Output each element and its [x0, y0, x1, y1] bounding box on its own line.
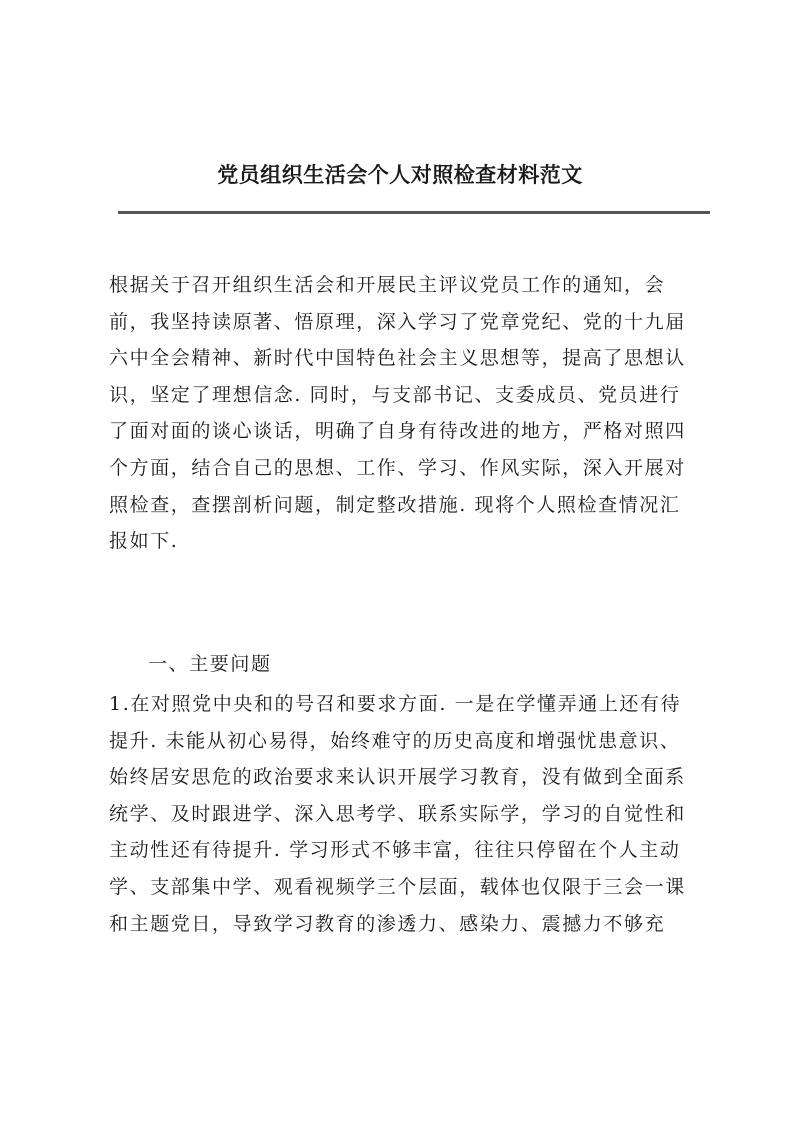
- point-1-line: 和主题党日，导致学习教育的渗透力、感染力、震撼力不够充: [109, 912, 666, 935]
- point-1-line: 1.在对照党中央和的号召和要求方面. 一是在学懂弄通上还有待: [109, 693, 682, 715]
- point-1-line: 学、支部集中学、观看视频学三个层面，载体也仅限于三会一课: [109, 875, 686, 898]
- title-divider: [118, 211, 710, 214]
- intro-paragraph: [109, 267, 709, 560]
- intro-line: 照检查，查摆剖析问题，制定整改措施. 现将个人照检查情况汇: [109, 493, 681, 516]
- point-1-line: 主动性还有待提升. 学习形式不够丰富，往往只停留在个人主动: [109, 839, 681, 862]
- intro-line: 前，我坚持读原著、悟原理，深入学习了党章党纪、党的十九届: [109, 310, 686, 333]
- intro-line: 个方面，结合自己的思想、工作、学习、作风实际，深入开展对: [109, 456, 686, 479]
- intro-line: 了面对面的谈心谈话，明确了自身有待改进的地方，严格对照四: [109, 420, 686, 443]
- point-1-line: 提升. 未能从初心易得，始终难守的历史高度和增强忧患意识、: [109, 729, 681, 752]
- point-1-line: 始终居安思危的政治要求来认识开展学习教育，没有做到全面系: [109, 766, 686, 789]
- point-1-line: 统学、及时跟进学、深入思考学、联系实际学，学习的自觉性和: [109, 802, 686, 825]
- intro-line: 报如下.: [109, 530, 179, 553]
- intro-line: 识，坚定了理想信念. 同时，与支部书记、支委成员、党员进行: [109, 383, 681, 406]
- intro-line: 六中全会精神、新时代中国特色社会主义思想等，提高了思想认: [109, 347, 686, 370]
- section-heading: 一、主要问题: [148, 653, 272, 675]
- point-1-paragraph: [109, 686, 709, 942]
- page-title: 党员组织生活会个人对照检查材料范文: [217, 162, 583, 187]
- intro-line: 根据关于召开组织生活会和开展民主评议党员工作的通知，会: [109, 274, 666, 296]
